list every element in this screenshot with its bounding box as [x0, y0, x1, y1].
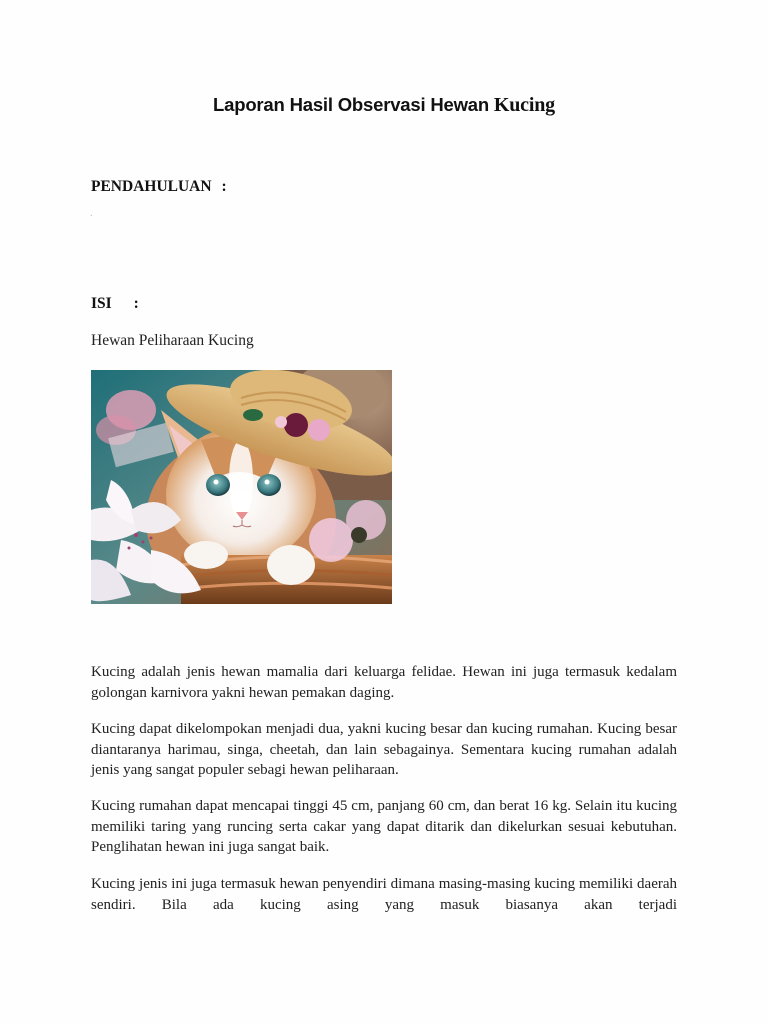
heading-colon: : [133, 295, 139, 312]
paragraph-1: Kucing adalah jenis hewan mamalia dari keluarga felidae. Hewan ini juga termasuk kedalam golongan karnivora yakni hewan pemakan daging. [91, 664, 677, 701]
document-title [0, 94, 768, 117]
paragraph-2: Kucing dapat dikelompokan menjadi dua, yakni kucing besar dan kucing rumahan. Kucing besar diantaranya harimau, singa, cheetah, dan lain sebagainya. Sementara kucing rumahan adalah jenis yang sangat populer sebagi hewan peliharaan. [91, 721, 677, 778]
title-main-text: Laporan Hasil Observasi Hewan [213, 94, 494, 115]
kitten-in-hat-image-icon [91, 370, 392, 604]
section-heading-isi [91, 295, 139, 313]
placeholder-dot: . [90, 208, 93, 219]
section-subtitle: Hewan Peliharaan Kucing [91, 332, 254, 349]
heading-colon: : [221, 178, 227, 195]
heading-label: PENDAHULUAN [91, 178, 212, 195]
paragraph-4: Kucing jenis ini juga termasuk hewan penyendiri dimana masing-masing kucing memiliki daerah sendiri. Bila ada kucing asing yang masuk biasanya akan terjadi [91, 876, 677, 913]
heading-label: ISI [91, 295, 112, 312]
title-last-word: Kucing [493, 94, 555, 116]
section-heading-pendahuluan [91, 178, 227, 196]
paragraph-3: Kucing rumahan dapat mencapai tinggi 45 cm, panjang 60 cm, dan berat 16 kg. Selain itu kucing memiliki taring yang runcing serta cakar yang dapat ditarik dan dikelurkan sesuai kebutuhan. Penglihatan hewan ini juga sangat baik. [91, 798, 677, 855]
kitten-photo [91, 370, 392, 604]
